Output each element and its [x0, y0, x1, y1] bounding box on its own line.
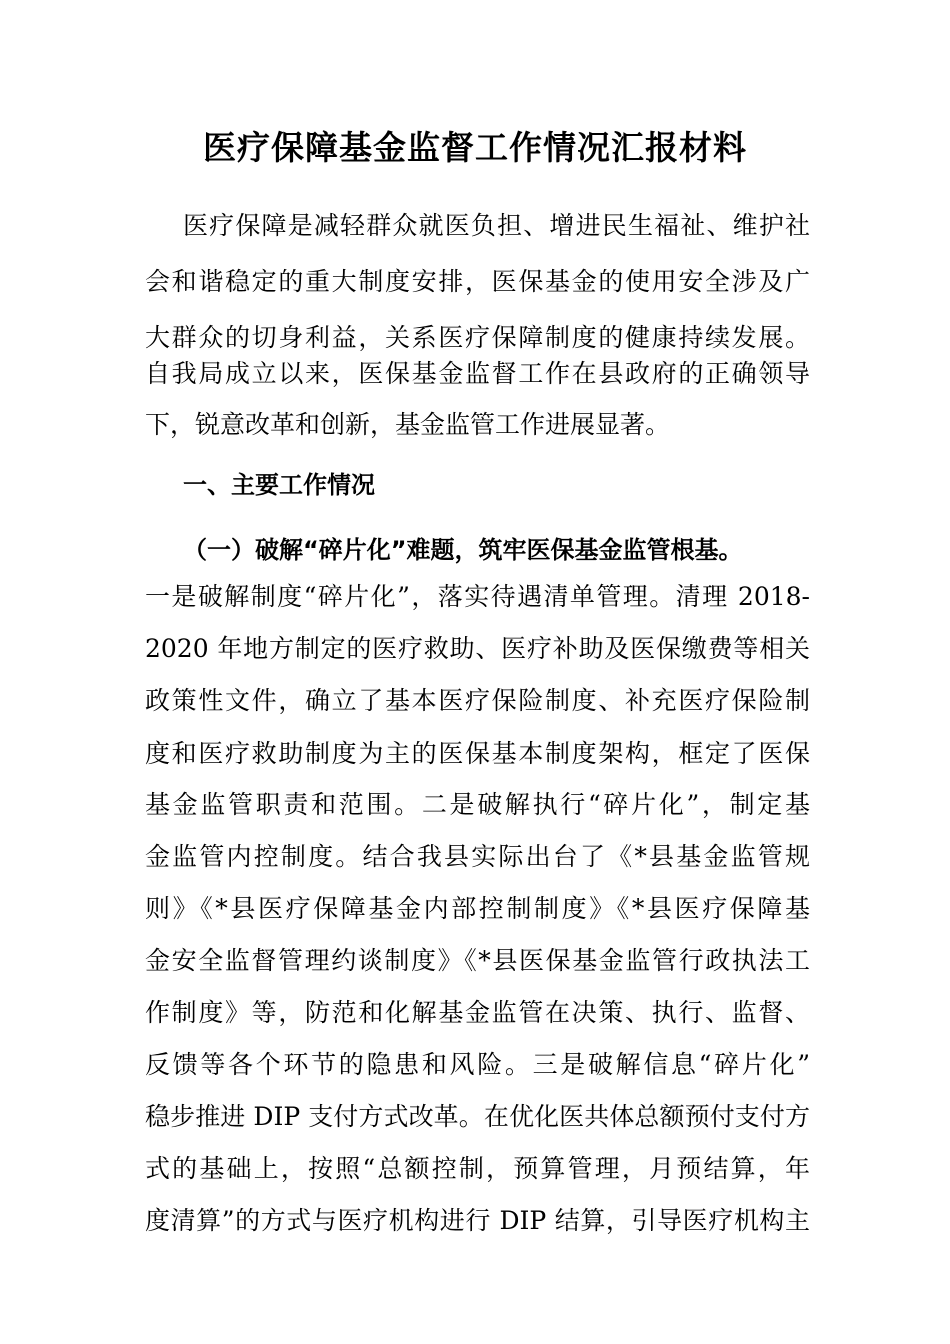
intro-line: 医疗保障是减轻群众就医负担、增进民生福祉、维护社	[183, 211, 810, 240]
intro-line: 自我局成立以来，医保基金监督工作在县政府的正确领导	[145, 359, 810, 388]
body-line: 式的基础上，按照“总额控制，预算管理，月预结算，年	[145, 1154, 810, 1183]
section-heading: 一、主要工作情况	[183, 471, 375, 499]
body-line: 则》《*县医疗保障基金内部控制制度》《*县医疗保障基	[145, 894, 810, 923]
body-line: 度和医疗救助制度为主的医保基本制度架构，框定了医保	[145, 739, 810, 768]
body-line: 基金监管职责和范围。二是破解执行“碎片化”，制定基	[145, 790, 810, 819]
body-line: 作制度》等，防范和化解基金监管在决策、执行、监督、	[145, 998, 810, 1027]
intro-line: 大群众的切身利益，关系医疗保障制度的健康持续发展。	[145, 323, 810, 352]
body-line: 度清算”的方式与医疗机构进行 DIP 结算，引导医疗机构主	[145, 1206, 810, 1235]
body-line: 金安全监督管理约谈制度》《*县医保基金监管行政执法工	[145, 946, 810, 975]
body-line: 金监管内控制度。结合我县实际出台了《*县基金监管规	[145, 842, 810, 871]
document-title: 医疗保障基金监督工作情况汇报材料	[203, 128, 747, 167]
body-line: 政策性文件，确立了基本医疗保险制度、补充医疗保险制	[145, 686, 810, 715]
body-line: 稳步推进 DIP 支付方式改革。在优化医共体总额预付支付方	[145, 1102, 810, 1131]
body-line: 一是破解制度“碎片化”，落实待遇清单管理。清理 2018-	[145, 582, 810, 611]
subsection-heading: （一）破解“碎片化”难题，筑牢医保基金监管根基。	[183, 536, 743, 564]
body-line: 反馈等各个环节的隐患和风险。三是破解信息“碎片化”	[145, 1050, 810, 1079]
body-line: 2020 年地方制定的医疗救助、医疗补助及医保缴费等相关	[145, 634, 810, 663]
intro-line: 会和谐稳定的重大制度安排，医保基金的使用安全涉及广	[145, 267, 810, 296]
intro-line: 下，锐意改革和创新，基金监管工作进展显著。	[145, 410, 671, 439]
